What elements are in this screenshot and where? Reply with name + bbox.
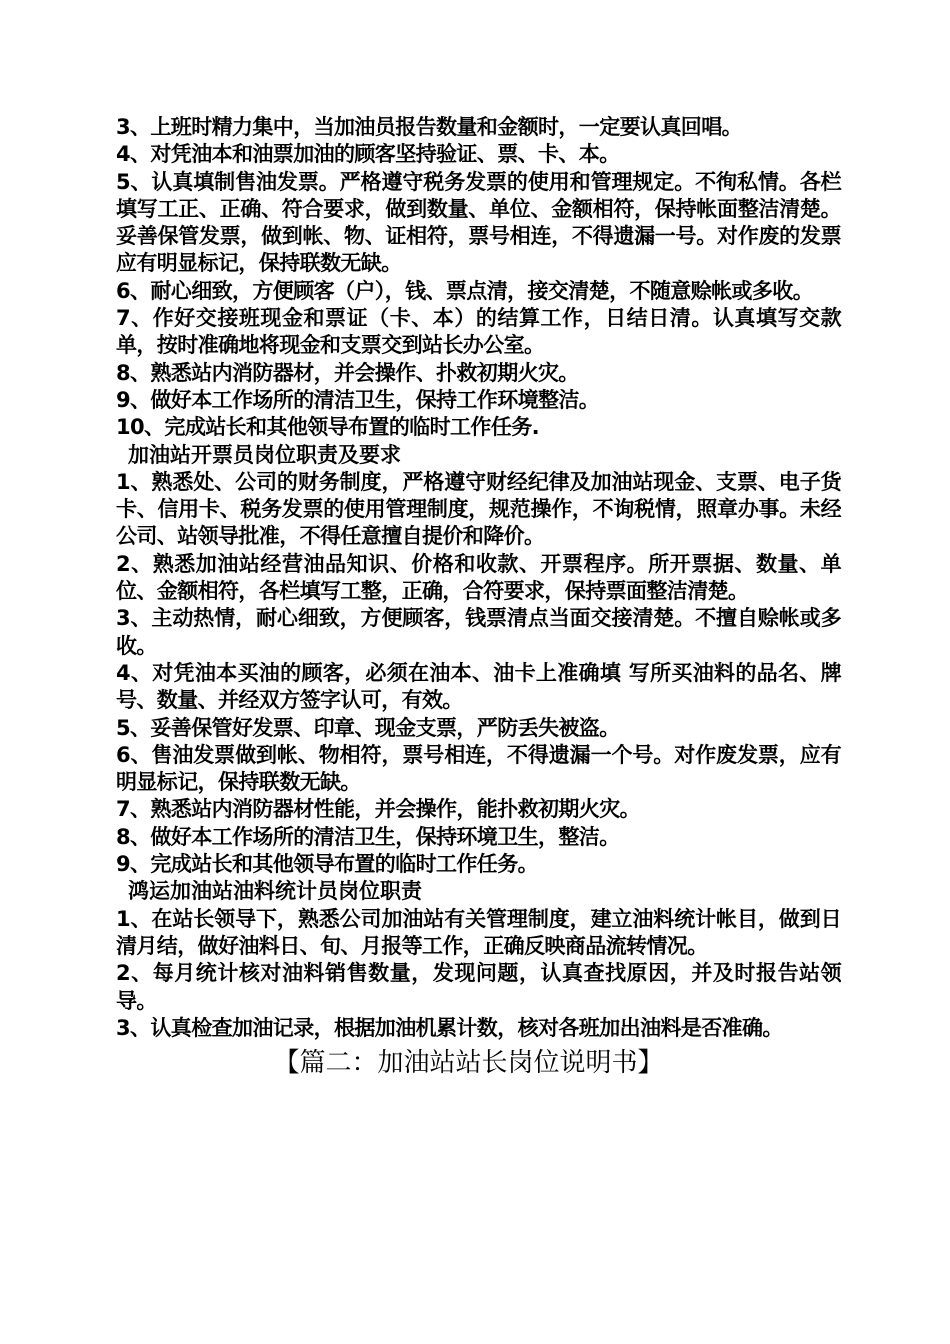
heading-oil-statistician: 鸿运加油站油料统计员岗位职责 <box>128 879 422 904</box>
heading-ticket-clerk: 加油站开票员岗位职责及要求 <box>128 442 401 467</box>
paragraph-1-3: 3、上班时精力集中，当加油员报告数量和金额时，一定要认真回唱。 <box>116 115 743 139</box>
document-page <box>116 114 841 1080</box>
paragraph-2-9: 9、完成站长和其他领导布置的临时工作任务。 <box>116 852 539 877</box>
paragraph-1-8: 8、熟悉站内消防器材，并会操作、扑救初期火灾。 <box>116 360 579 385</box>
paragraph-1-9: 9、做好本工作场所的清洁卫生，保持工作环境整洁。 <box>116 387 600 412</box>
paragraph-2-3: 3、主动热情，耐心细致，方便顾客，钱票清点当面交接清楚。不擅自赊帐或多收。 <box>116 606 841 658</box>
paragraph-3-2: 2、每月统计核对油料销售数量，发现问题，认真查找原因，并及时报告站领导。 <box>116 961 841 1013</box>
paragraph-2-8: 8、做好本工作场所的清洁卫生，保持环境卫生，整洁。 <box>116 824 620 849</box>
section-title: 【篇二：加油站站长岗位说明书】 <box>273 1048 664 1079</box>
paragraph-2-7: 7、熟悉站内消防器材性能，并会操作，能扑救初期火灾。 <box>116 797 641 822</box>
paragraph-1-7: 7、作好交接班现金和票证（卡、本）的结算工作，日结日清。认真填写交款单，按时准确地将现金和支票交到站长办公室。 <box>116 306 841 358</box>
paragraph-2-5: 5、妥善保管好发票、印章、现金支票，严防丢失被盗。 <box>116 715 620 740</box>
paragraph-2-1: 1、熟悉处、公司的财务制度，严格遵守财经纪律及加油站现金、支票、电子货卡、信用卡、税务发票的使用管理制度，规范操作，不询税情，照章办事。未经公司、站领导批准，不得任意擅自提价和降价。 <box>116 469 841 549</box>
paragraph-1-6: 6、耐心细致，方便顾客（户），钱、票点清，接交清楚，不随意赊帐或多收。 <box>116 278 814 303</box>
paragraph-2-4: 4、对凭油本买油的顾客，必须在油本、油卡上准确填 写所买油料的品名、牌号、数量、并经双方签字认可，有效。 <box>116 660 841 713</box>
paragraph-3-3: 3、认真检查加油记录，根据加油机累计数，核对各班加出油料是否准确。 <box>116 1015 783 1040</box>
paragraph-1-5: 5、认真填制售油发票。严格遵守税务发票的使用和管理规定。不徇私情。各栏填写工正、正确、符合要求，做到数量、单位、金额相符，保持帐面整洁清楚。妥善保管发票，做到帐、物、证相符，票号相连，不得遗漏一号。对作废的发票应有明显标记，保持联数无缺。 <box>116 169 841 276</box>
paragraph-2-6: 6、售油发票做到帐、物相符，票号相连，不得遗漏一个号。对作废发票，应有明显标记，保持联数无缺。 <box>116 742 841 795</box>
paragraph-2-2: 2、熟悉加油站经营油品知识、价格和收款、开票程序。所开票据、数量、单位、金额相符，各栏填写工整，正确，合符要求，保持票面整洁清楚。 <box>116 551 841 604</box>
paragraph-1-10: 10、完成站长和其他领导布置的临时工作任务. <box>116 415 539 440</box>
paragraph-1-4: 4、对凭油本和油票加油的顾客坚持验证、票、卡、本。 <box>116 142 620 167</box>
paragraph-3-1: 1、在站长领导下，熟悉公司加油站有关管理制度，建立油料统计帐目，做到日清月结，做好油料日、旬、月报等工作，正确反映商品流转情况。 <box>116 906 841 958</box>
